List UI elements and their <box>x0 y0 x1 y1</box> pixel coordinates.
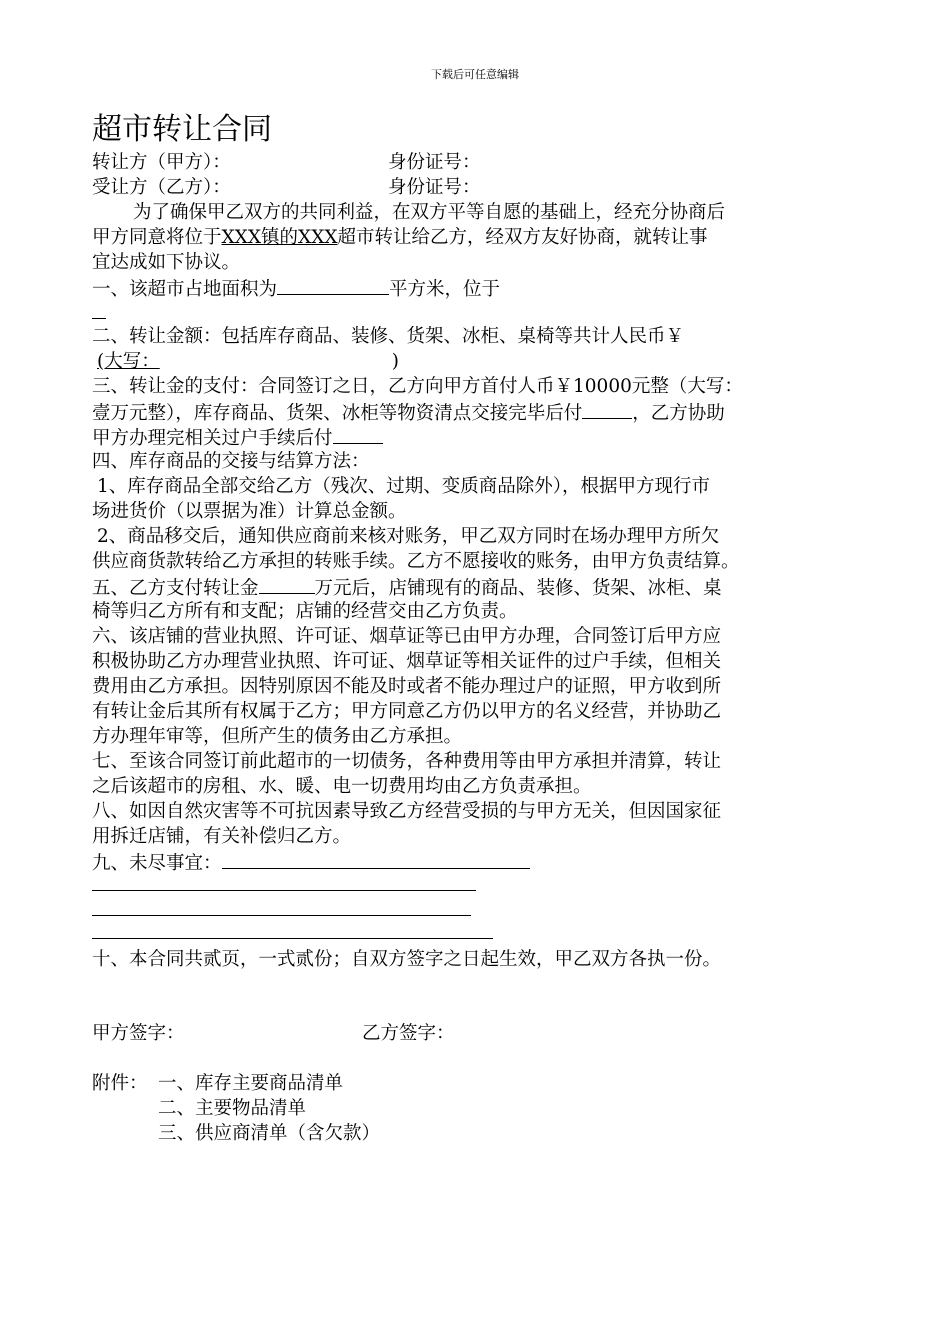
clause-8-line-1: 八、如因自然灾害等不可抗因素导致乙方经营受损的与甲方无关，但因国家征 <box>92 801 722 822</box>
supermarket-location: XXX镇的XXX <box>221 227 338 248</box>
attachment-item: 一、库存主要商品清单 <box>158 1073 344 1094</box>
clause-2-line-1: 二、转让金额：包括库存商品、装修、货架、冰柜、桌椅等共计人民币￥ <box>92 326 685 347</box>
intro-line-1: 为了确保甲乙双方的共同利益，在双方平等自愿的基础上，经充分协商后 <box>133 202 726 223</box>
clause-5-pre: 五、乙方支付转让金 <box>92 578 259 599</box>
clause-4-1-line-1: 1、库存商品全部交给乙方（残次、过期、变质商品除外），根据甲方现行市 <box>97 476 711 497</box>
location-blank <box>92 318 106 319</box>
clause-4-2-line-2: 供应商货款转给乙方承担的转账手续。乙方不愿接收的账务，由甲方负责结算。 <box>92 551 740 572</box>
clause-6-line-1: 六、该店铺的营业执照、许可证、烟草证等已由甲方办理，合同签订后甲方应 <box>92 626 722 647</box>
clause-3-line-2-pre: 壹万元整），库存商品、货架、冰柜等物资清点交接完毕后付 <box>92 403 583 424</box>
clause-6-line-4: 有转让金后其所有权属于乙方；甲方同意乙方仍以甲方的名义经营，并协助乙 <box>92 701 722 722</box>
transferee-id-label: 身份证号： <box>388 177 481 198</box>
clause-3-line-1: 三、转让金的支付：合同签订之日，乙方向甲方首付人币￥10000元整（大写： <box>92 376 743 397</box>
transfer-fee-blank <box>259 574 315 594</box>
party-b-signature-label: 乙方签字： <box>362 1023 455 1044</box>
blank-line-1 <box>92 890 476 891</box>
clause-1-post: 平方米，位于 <box>389 279 501 300</box>
clause-2-amount-pre: (大写： <box>97 351 160 372</box>
attachment-item: 二、主要物品清单 <box>158 1098 307 1119</box>
payment-blank-2 <box>333 424 383 444</box>
clause-8-line-2: 用拆迁店铺，有关补偿归乙方。 <box>92 826 352 847</box>
intro-line-3: 宜达成如下协议。 <box>92 252 241 273</box>
transferor-line <box>92 150 231 175</box>
clause-9 <box>92 849 530 876</box>
clause-9-label: 九、未尽事宜： <box>92 853 222 874</box>
blank-line-3 <box>92 938 493 939</box>
clause-4-1-line-2: 场进货价（以票据为准）计算总金额。 <box>92 501 407 522</box>
party-a-signature-label: 甲方签字： <box>92 1023 185 1044</box>
document-title: 超市转让合同 <box>92 112 272 147</box>
attachments-label: 附件： <box>92 1073 148 1094</box>
clause-1-pre: 一、该超市占地面积为 <box>92 279 278 300</box>
clause-5-line-2: 椅等归乙方所有和支配；店铺的经营交由乙方负责。 <box>92 601 518 622</box>
clause-6-line-5: 方办理年审等，但所产生的债务由乙方承担。 <box>92 726 463 747</box>
clause-2-amount-post: ) <box>391 351 399 372</box>
clause-3-line-2 <box>92 399 725 426</box>
clause-2-line-2 <box>97 349 399 374</box>
clause-7-line-1: 七、至该合同签订前此超市的一切债务，各种费用等由甲方承担并清算，转让 <box>92 751 722 772</box>
clause-10: 十、本合同共贰页，一式贰份；自双方签字之日起生效，甲乙双方各执一份。 <box>92 949 722 970</box>
clause-3-line-2-post: ，乙方协助 <box>632 403 725 424</box>
clause-7-line-2: 之后该超市的房租、水、暖、电一切费用均由乙方负责承担。 <box>92 776 592 797</box>
clause-1 <box>92 275 500 302</box>
intro-line-2-post: 超市转让给乙方，经双方友好协商，就转让事 <box>337 227 708 248</box>
intro-line-2 <box>92 225 708 250</box>
payment-blank-1 <box>582 399 632 419</box>
clause-6-line-2: 积极协助乙方办理营业执照、许可证、烟草证等相关证件的过户手续，但相关 <box>92 651 722 672</box>
clause-5-post: 万元后，店铺现有的商品、装修、货架、冰柜、桌 <box>314 578 722 599</box>
other-matters-blank <box>222 849 530 869</box>
header-note: 下载后可任意编辑 <box>431 68 519 81</box>
attachment-item: 三、供应商清单（含欠款） <box>158 1123 381 1144</box>
transferor-label: 转让方（甲方）： <box>92 152 231 173</box>
clause-4-2-line-1: 2、商品移交后，通知供应商前来核对账务，甲乙双方同时在场办理甲方所欠 <box>97 526 720 547</box>
transferor-id-label: 身份证号： <box>388 152 481 173</box>
clause-3-line-3 <box>92 424 383 451</box>
transferee-label: 受让方（乙方）： <box>92 177 231 198</box>
transferee-line <box>92 175 231 200</box>
blank-line-2 <box>92 915 471 916</box>
intro-line-2-pre: 甲方同意将位于 <box>92 227 222 248</box>
clause-6-line-3: 费用由乙方承担。因特别原因不能及时或者不能办理过户的证照，甲方收到所 <box>92 676 722 697</box>
clause-4-title: 四、库存商品的交接与结算方法： <box>92 451 370 472</box>
clause-5-line-1 <box>92 574 722 601</box>
area-blank <box>277 275 389 295</box>
clause-3-line-3-text: 甲方办理完相关过户手续后付 <box>92 428 333 449</box>
